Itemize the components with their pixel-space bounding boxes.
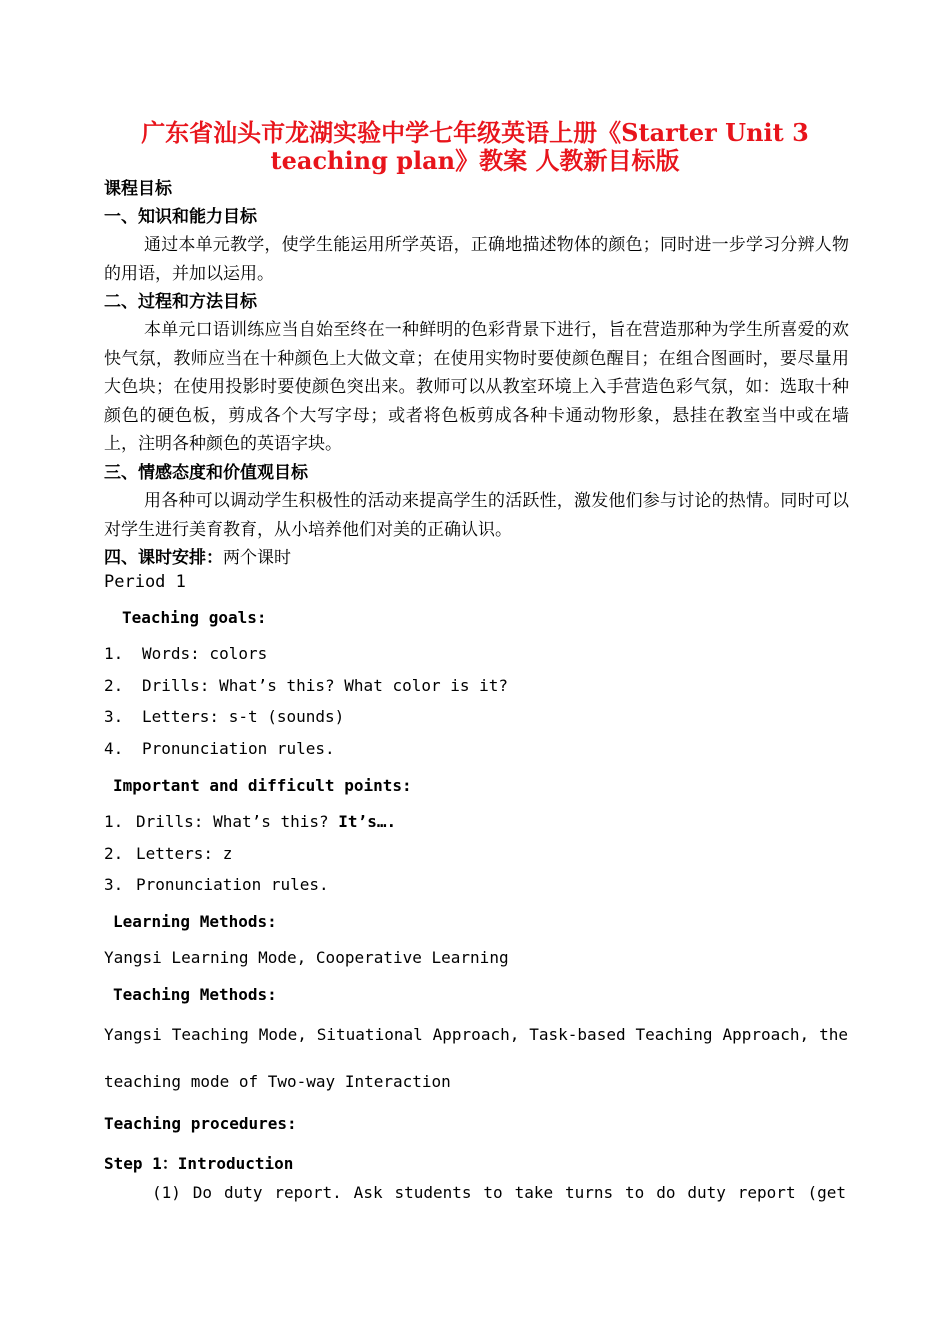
period-label: Period 1 bbox=[104, 572, 186, 592]
teaching-methods-heading: Teaching Methods: bbox=[113, 985, 277, 1004]
list-item bbox=[104, 874, 329, 896]
section1-body: 通过本单元教学，使学生能运用所学英语，正确地描述物体的颜色；同时进一步学习分辨人物的用语，并加以运用。 bbox=[104, 235, 849, 284]
section4-line bbox=[104, 546, 291, 570]
list-text-bold: It’s…. bbox=[338, 812, 397, 831]
list-number: 4. bbox=[104, 739, 124, 758]
list-item bbox=[104, 811, 396, 833]
list-number: 2. bbox=[104, 844, 124, 863]
section3-body: 用各种可以调动学生积极性的活动来提高学生的活跃性，激发他们参与讨论的热情。同时可以对学生进行美育教育，从小培养他们对美的正确认识。 bbox=[104, 491, 849, 540]
list-item bbox=[104, 643, 267, 665]
teaching-procedures-heading: Teaching procedures: bbox=[104, 1114, 297, 1133]
learning-methods-body: Yangsi Learning Mode, Cooperative Learning bbox=[104, 948, 509, 967]
list-text: Drills: What’s this? bbox=[136, 812, 339, 831]
learning-methods-heading: Learning Methods: bbox=[113, 912, 277, 931]
important-points-heading: Important and difficult points: bbox=[113, 776, 412, 795]
list-number: 1. bbox=[104, 812, 124, 831]
section2-body: 本单元口语训练应当自始至终在一种鲜明的色彩背景下进行，旨在营造那种为学生所喜爱的欢快气氛，教师应当在十种颜色上大做文章；在使用实物时要使颜色醒目；在组合图画时，要尽量用大色块；在使用投影时要使颜色突出来。教师可以从教室环境上入手营造色彩气氛，如：选取十种颜色的硬色板，剪成各个大写字母；或者将色板剪成各种卡通动物形象，悬挂在教室当中或在墙上，注明各种颜色的英语字块。 bbox=[104, 320, 849, 454]
teaching-methods-body-line1: Yangsi Teaching Mode, Situational Approach, Task-based Teaching Approach, the bbox=[104, 1025, 848, 1044]
document-title-line1: 广东省汕头市龙湖实验中学七年级英语上册《Starter Unit 3 bbox=[141, 118, 809, 147]
teaching-goals-heading: Teaching goals: bbox=[122, 608, 267, 627]
section3-heading: 三、情感态度和价值观目标 bbox=[104, 463, 308, 483]
list-item bbox=[104, 706, 344, 728]
list-text: Letters: s-t (sounds) bbox=[142, 707, 345, 726]
list-item bbox=[104, 675, 508, 697]
document-title-line2: teaching plan》教案 人教新目标版 bbox=[270, 146, 680, 175]
teaching-methods-body-line2: teaching mode of Two-way Interaction bbox=[104, 1072, 451, 1091]
list-number: 1. bbox=[104, 644, 124, 663]
step1-heading: Step 1：Introduction bbox=[104, 1154, 294, 1173]
list-item bbox=[104, 738, 335, 760]
list-text: Letters: z bbox=[136, 844, 233, 863]
list-item bbox=[104, 843, 232, 865]
list-number: 2. bbox=[104, 676, 124, 695]
section2-heading: 二、过程和方法目标 bbox=[104, 292, 257, 312]
list-text: Pronunciation rules. bbox=[142, 739, 335, 758]
list-number: 3. bbox=[104, 875, 124, 894]
course-goals-heading: 课程目标 bbox=[104, 179, 172, 199]
section4-value: 两个课时 bbox=[223, 548, 291, 568]
list-text: Words: colors bbox=[142, 644, 268, 663]
list-text: Drills: What’s this? What color is it? bbox=[142, 676, 509, 695]
section4-heading: 四、课时安排： bbox=[104, 548, 223, 568]
list-number: 3. bbox=[104, 707, 124, 726]
step1-line1: (1) Do duty report. Ask students to take turns to do duty report (get bbox=[152, 1183, 846, 1202]
section1-heading: 一、知识和能力目标 bbox=[104, 207, 257, 227]
list-text: Pronunciation rules. bbox=[136, 875, 329, 894]
